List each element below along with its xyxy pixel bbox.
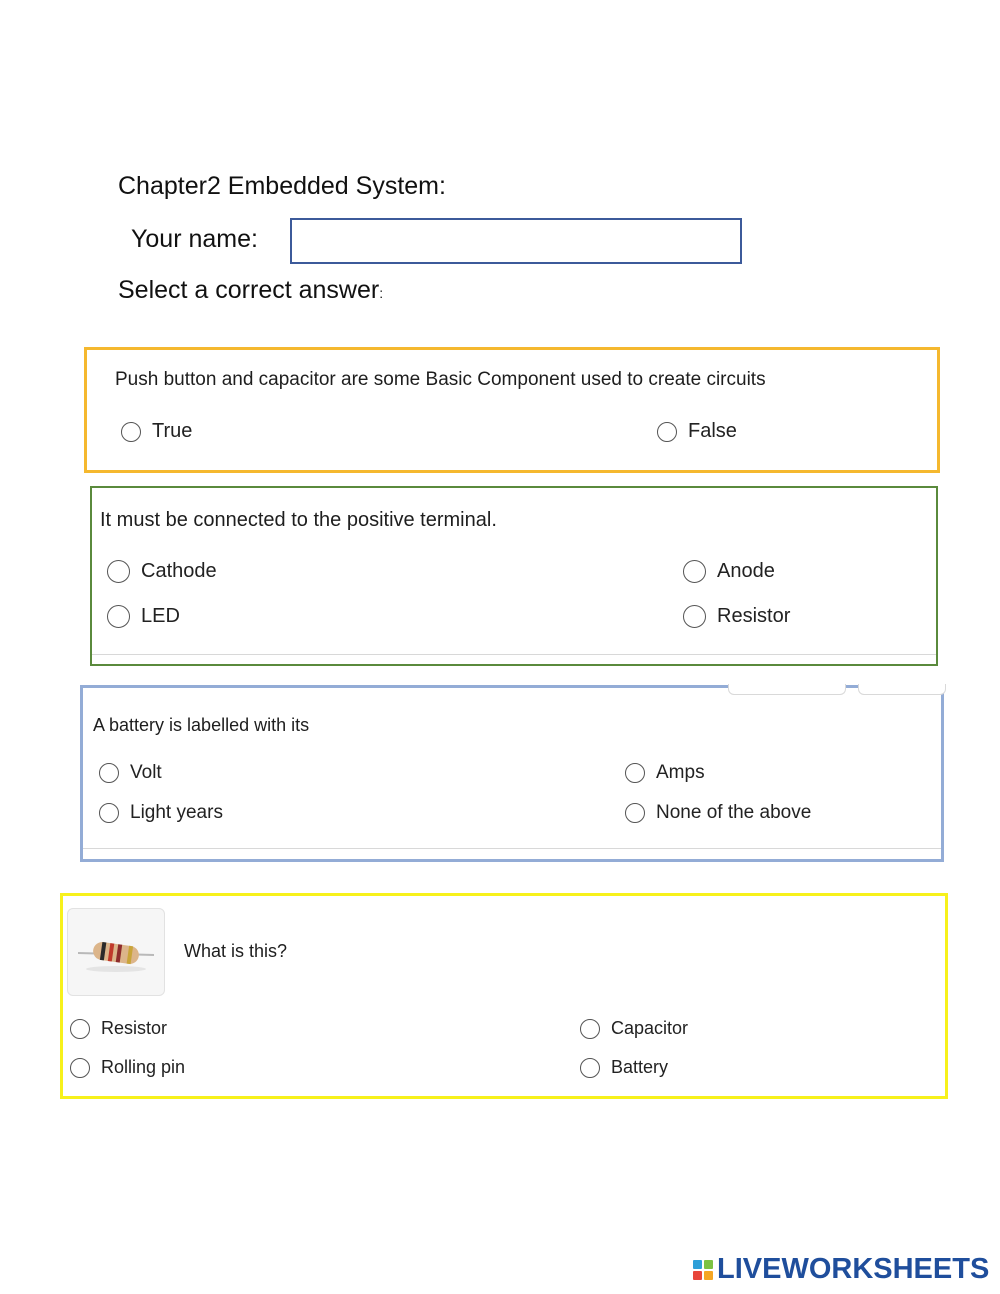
question-2-text: It must be connected to the positive terminal. [100, 509, 497, 531]
logo-mark-icon [693, 1260, 713, 1280]
tab-decoration [728, 684, 846, 695]
option-label: Volt [130, 762, 162, 783]
question-1-text: Push button and capacitor are some Basic Component used to create circuits [115, 369, 766, 390]
name-input[interactable] [290, 218, 742, 264]
option-label: Battery [611, 1057, 669, 1077]
resistor-image [67, 908, 165, 996]
q3-option-amps[interactable] [625, 762, 705, 784]
radio-button[interactable] [683, 560, 706, 583]
question-3-box [80, 685, 944, 862]
separator-line [83, 848, 941, 849]
instruction-label: Select a correct answer [118, 276, 380, 304]
q4-option-capacitor[interactable] [580, 1018, 688, 1039]
radio-button[interactable] [99, 803, 119, 823]
radio-button[interactable] [625, 803, 645, 823]
q3-option-light-years[interactable] [99, 802, 223, 824]
logo-square [693, 1271, 702, 1280]
resistor-icon [68, 909, 164, 995]
radio-button[interactable] [70, 1019, 90, 1039]
logo-square [704, 1271, 713, 1280]
option-label: Rolling pin [101, 1057, 186, 1077]
option-label: None of the above [656, 802, 812, 823]
instruction-colon: : [379, 285, 384, 301]
option-label: LED [141, 605, 180, 627]
logo-square [693, 1260, 702, 1269]
option-label: Amps [656, 762, 705, 783]
option-label: Capacitor [611, 1018, 689, 1038]
question-3-text: A battery is labelled with its [93, 715, 310, 735]
radio-button[interactable] [580, 1058, 600, 1078]
q2-option-resistor[interactable] [683, 605, 790, 628]
worksheet-title: Chapter2 Embedded System: [118, 172, 446, 200]
radio-button[interactable] [107, 560, 130, 583]
radio-button[interactable] [107, 605, 130, 628]
q2-option-anode[interactable] [683, 560, 775, 583]
radio-button[interactable] [99, 763, 119, 783]
option-label: Cathode [141, 560, 217, 582]
liveworksheets-logo [693, 1253, 989, 1286]
option-label: Resistor [717, 605, 791, 627]
radio-button[interactable] [580, 1019, 600, 1039]
q2-option-cathode[interactable] [107, 560, 217, 583]
separator-line [92, 654, 936, 655]
logo-square [704, 1260, 713, 1269]
radio-button[interactable] [625, 763, 645, 783]
question-2-box [90, 486, 938, 666]
radio-button[interactable] [657, 422, 677, 442]
instruction-text [118, 276, 383, 305]
q4-option-resistor[interactable] [70, 1018, 167, 1039]
radio-button[interactable] [121, 422, 141, 442]
question-4-text: What is this? [184, 941, 288, 961]
q4-option-battery[interactable] [580, 1057, 668, 1078]
option-label: False [688, 420, 737, 442]
option-label: Light years [130, 802, 223, 823]
q2-option-led[interactable] [107, 605, 180, 628]
logo-text: LIVEWORKSHEETS [717, 1253, 990, 1285]
tab-decoration [858, 684, 946, 695]
radio-button[interactable] [683, 605, 706, 628]
option-label: Resistor [101, 1018, 168, 1038]
q1-option-false[interactable] [657, 420, 737, 443]
q4-option-rolling-pin[interactable] [70, 1057, 185, 1078]
name-label: Your name: [131, 225, 258, 253]
question-4-box [60, 893, 948, 1099]
option-label: True [152, 420, 193, 442]
option-label: Anode [717, 560, 775, 582]
q3-option-volt[interactable] [99, 762, 162, 784]
radio-button[interactable] [70, 1058, 90, 1078]
q1-option-true[interactable] [121, 420, 192, 443]
q3-option-none[interactable] [625, 802, 811, 824]
question-1-box [84, 347, 940, 473]
